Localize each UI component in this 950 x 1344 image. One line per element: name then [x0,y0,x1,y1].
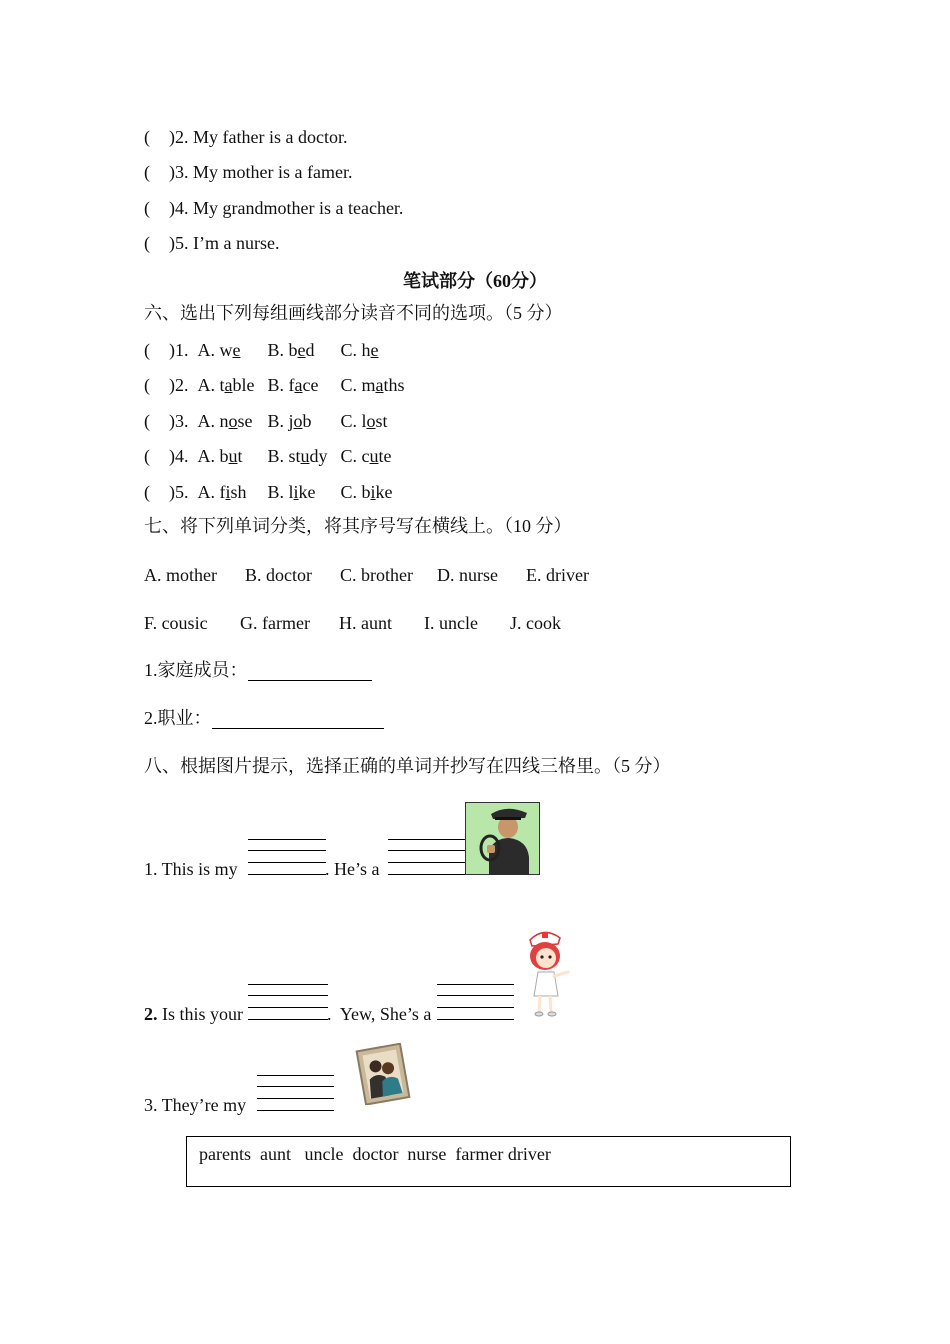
answer-paren[interactable]: ( [144,198,150,218]
underlined-letter: o [366,411,376,431]
option-a [198,339,268,361]
option-b [268,410,341,432]
phonics-item-2 [144,374,405,396]
option-text: ce [302,375,319,395]
option-text: C. l [340,411,367,431]
option-c [341,374,405,396]
option-text: A. f [197,482,226,502]
option-b [268,374,341,396]
item-number: )2. [169,375,198,395]
four-line-grid-2a[interactable] [248,984,328,1020]
sentence-2-part-b: . Yew, She’s a [327,1004,432,1024]
option-text: ble [232,375,255,395]
sentence-1-part-a: 1. This is my [144,859,238,879]
family-members-blank[interactable] [248,662,372,681]
listen-item-3: ( )3. My mother is a famer. [144,162,353,182]
option-text: A. w [197,340,233,360]
word-bank-box: parents aunt uncle doctor nurse farmer driver [186,1136,791,1187]
option-c [341,339,379,361]
option-text: C. h [340,340,371,360]
underlined-letter: a [224,375,233,395]
four-line-grid-1b[interactable] [388,839,465,875]
sentence-3: 3. They’re my [144,1095,247,1115]
answer-paren[interactable]: ( [144,233,150,253]
option-a [198,445,268,467]
listen-item-5: ( )5. I’m a nurse. [144,233,280,253]
option-text: B. f [267,375,295,395]
listen-item-2: ( )2. My father is a doctor. [144,127,348,147]
underlined-letter: i [225,482,231,502]
option-text: A. b [197,446,229,466]
item-number: )3. [169,411,198,431]
item-number: )4. [169,446,198,466]
sentence-1-part-b: . He’s a [325,859,380,879]
jobs-blank[interactable] [212,710,384,729]
option-b [268,339,341,361]
word-row-2: F. cousic G. farmer H. aunt I. uncle J. cook [144,613,561,633]
section7-title: 七、将下列单词分类，将其序号写在横线上。（10 分） [144,516,572,536]
option-text: ke [298,482,316,502]
option-text: B. j [267,411,294,431]
parents-photo-frame-icon [355,1043,413,1105]
answer-paren[interactable]: ( [144,482,150,502]
sentence-2-part-a: 2. Is this your [144,1004,243,1024]
answer-paren[interactable]: ( [144,446,150,466]
option-text: t [237,446,243,466]
option-b [268,481,341,503]
option-b [268,445,341,467]
underlined-letter: u [369,446,379,466]
option-text: C. b [340,482,371,502]
underlined-letter: a [375,375,384,395]
phonics-item-1 [144,339,379,361]
family-members-question: 1.家庭成员： [144,659,372,681]
phonics-item-3 [144,410,388,432]
option-text: se [237,411,253,431]
option-text: te [378,446,392,466]
option-text: A. n [197,411,229,431]
option-text: B. l [267,482,294,502]
option-text: ths [383,375,405,395]
underlined-letter: e [370,340,379,360]
word-row-1: A. mother B. doctor C. brother D. nurse E. driver [144,565,589,585]
phonics-item-4 [144,445,392,467]
option-a [198,481,268,503]
jobs-question: 2.职业： [144,707,384,729]
option-text [241,340,246,360]
nurse-picture-icon [524,926,574,1018]
section8-title: 八、根据图片提示，选择正确的单词并抄写在四线三格里。（5 分） [144,756,671,776]
option-text: A. t [197,375,225,395]
underlined-letter: e [232,340,241,360]
option-c [341,410,388,432]
answer-paren[interactable]: ( [144,127,150,147]
answer-paren[interactable]: ( [144,411,150,431]
item-number: )5. [169,482,198,502]
underlined-letter: o [228,411,238,431]
answer-paren[interactable]: ( [144,340,150,360]
underlined-letter: u [300,446,310,466]
option-a [198,410,268,432]
section6-title: 六、选出下列每组画线部分读音不同的选项。（5 分） [144,303,563,323]
option-text: d [305,340,315,360]
underlined-letter: e [297,340,306,360]
option-text: st [375,411,388,431]
option-a [198,374,268,396]
option-text: dy [309,446,328,466]
option-text: b [302,411,312,431]
option-text: B. st [267,446,301,466]
underlined-letter: o [293,411,303,431]
listen-item-4: ( )4. My grandmother is a teacher. [144,198,404,218]
underlined-letter: u [228,446,238,466]
four-line-grid-3[interactable] [257,1075,334,1111]
underlined-letter: a [294,375,303,395]
option-c [341,481,393,503]
underlined-letter: i [293,482,299,502]
underlined-letter: i [370,482,376,502]
written-part-title: 笔试部分（60分） [403,271,547,291]
option-text: C. m [340,375,376,395]
phonics-item-5 [144,481,393,503]
four-line-grid-1a[interactable] [248,839,326,875]
item-number: )1. [169,340,198,360]
option-text: C. c [340,446,370,466]
option-text: B. b [267,340,298,360]
four-line-grid-2b[interactable] [437,984,514,1020]
option-text: sh [230,482,247,502]
option-c [341,445,392,467]
answer-paren[interactable]: ( [144,162,150,182]
option-text: ke [375,482,393,502]
driver-picture-icon [465,802,540,875]
answer-paren[interactable]: ( [144,375,150,395]
